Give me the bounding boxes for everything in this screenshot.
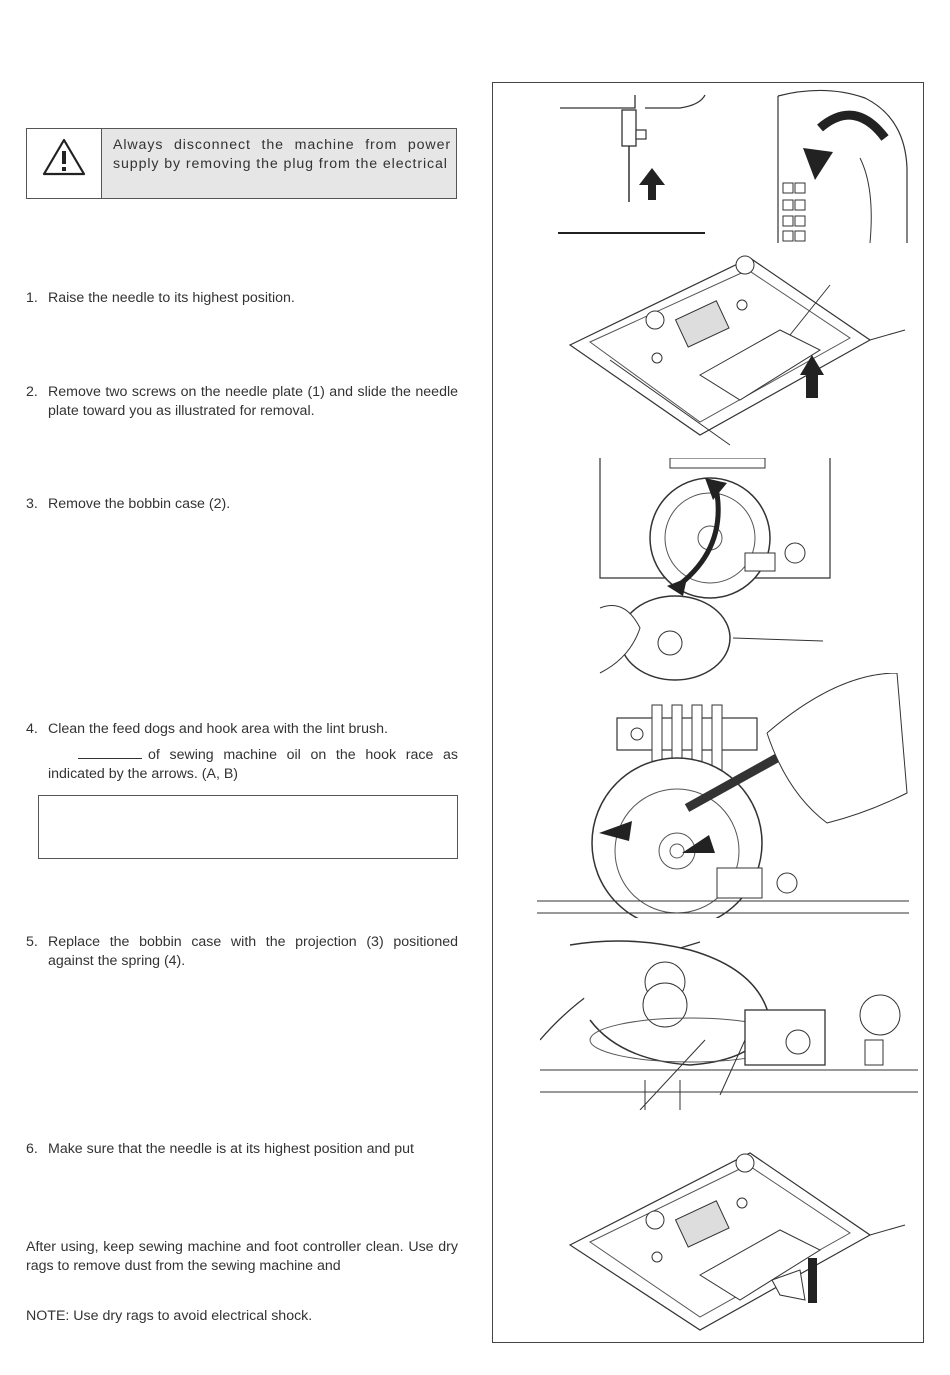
step-number: 2. bbox=[26, 384, 38, 400]
bobbin-case-replacement-illustration bbox=[540, 940, 918, 1110]
oil-amount-blank bbox=[78, 747, 142, 759]
needle-plate-install-illustration bbox=[550, 1145, 910, 1345]
needle-raise-illustration bbox=[555, 90, 715, 240]
step-text: Clean the feed dogs and hook area with the lint brush. bbox=[48, 721, 388, 737]
step-text: Remove two screws on the needle plate (1) and slide the needle plate toward you as illustrated for removal. bbox=[48, 384, 458, 419]
step-number: 1. bbox=[26, 290, 38, 306]
step-text: Raise the needle to its highest position. bbox=[48, 290, 295, 306]
caution-note-box bbox=[38, 795, 458, 859]
step-oil-text bbox=[48, 746, 458, 784]
warning-text: Always disconnect the machine from power supply by removing the plug from the electrical bbox=[113, 137, 451, 172]
step-number: 3. bbox=[26, 496, 38, 512]
warning-box bbox=[26, 128, 457, 199]
oil-instruction: of sewing machine oil on the hook race as indicated by the arrows. (A, B) bbox=[48, 747, 458, 782]
step-number: 6. bbox=[26, 1141, 38, 1157]
bobbin-case-removal-illustration bbox=[595, 458, 865, 693]
step-text: Remove the bobbin case (2). bbox=[48, 496, 231, 512]
step-text: Make sure that the needle is at its highest position and put bbox=[48, 1141, 414, 1157]
electrical-note: NOTE: Use dry rags to avoid electrical shock. bbox=[26, 1308, 313, 1324]
step-text: Replace the bobbin case with the projection (3) positioned against the spring (4). bbox=[48, 934, 458, 969]
warning-icon-cell bbox=[27, 129, 102, 198]
warning-triangle-icon bbox=[27, 129, 101, 198]
needle-plate-removal-illustration bbox=[550, 250, 910, 450]
handwheel-illustration bbox=[775, 88, 910, 246]
step-number: 5. bbox=[26, 934, 38, 950]
after-using-paragraph: After using, keep sewing machine and foot controller clean. Use dry rags to remove dust from the sewing machine and bbox=[26, 1239, 458, 1274]
step-number: 4. bbox=[26, 721, 38, 737]
lint-brush-cleaning-illustration bbox=[537, 673, 912, 918]
